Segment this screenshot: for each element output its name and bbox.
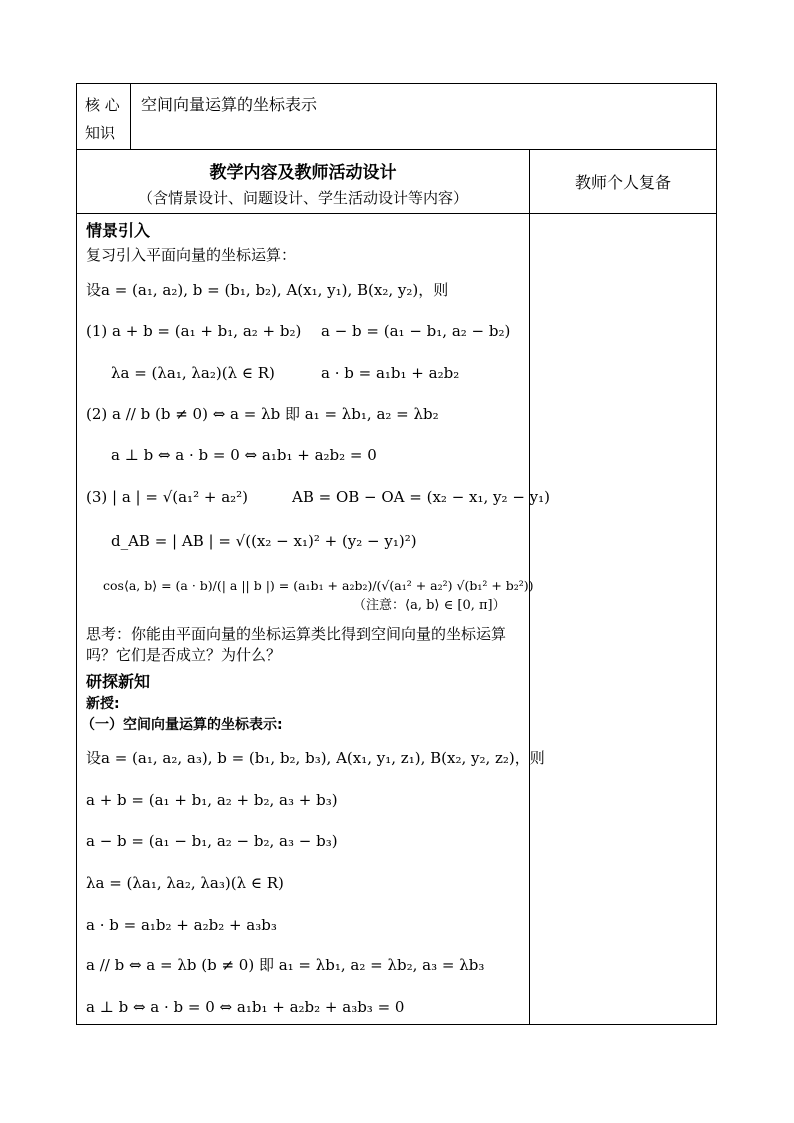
space-scalar: λa = (λa₁, λa₂, λa₃)(λ ∈ R) xyxy=(86,874,284,892)
plane-scalar: λa = (λa₁, λa₂)(λ ∈ R) xyxy=(111,364,275,382)
space-sub: a − b = (a₁ − b₁, a₂ − b₂, a₃ − b₃) xyxy=(86,832,338,850)
plane-magnitude: (3) | a | = √(a₁² + a₂²) xyxy=(86,488,249,506)
row-divider-2 xyxy=(77,213,716,214)
plane-setup: 设a = (a₁, a₂), b = (b₁, b₂), A(x₁, y₁), B(x₂, y₂)，则 xyxy=(86,281,449,299)
intro-text: 复习引入平面向量的坐标运算： xyxy=(86,246,297,264)
plane-vector-ab: AB = OB − OA = (x₂ − x₁, y₂ − y₁) xyxy=(292,488,550,506)
plane-perpendicular: a ⊥ b ⇔ a · b = 0 ⇔ a₁b₁ + a₂b₂ = 0 xyxy=(111,446,377,464)
space-add: a + b = (a₁ + b₁, a₂ + b₂, a₃ + b₃) xyxy=(86,791,338,809)
topic-text: 空间向量运算的坐标表示 xyxy=(141,95,318,114)
space-parallel: a // b ⇔ a = λb (b ≠ 0) 即 a₁ = λb₁, a₂ = λb₂, a₃ = λb₃ xyxy=(86,956,485,974)
core-label-1: 核 心 xyxy=(85,96,120,114)
space-perpendicular: a ⊥ b ⇔ a · b = 0 ⇔ a₁b₁ + a₂b₂ + a₃b₃ = 0 xyxy=(86,998,405,1016)
think-question: 思考：你能由平面向量的坐标运算类比得到空间向量的坐标运算吗？它们是否成立？为什么？ xyxy=(86,625,507,664)
heading-intro: 情景引入 xyxy=(86,221,151,240)
subsection-title: （一）空间向量运算的坐标表示: xyxy=(81,717,283,733)
new-lesson-label: 新授: xyxy=(86,696,120,712)
space-setup: 设a = (a₁, a₂, a₃), b = (b₁, b₂, b₃), A(x₁, y₁, z₁), B(x₂, y₂, z₂)，则 xyxy=(86,749,545,767)
col-divider-header xyxy=(130,84,131,149)
plane-add: (1) a + b = (a₁ + b₁, a₂ + b₂) xyxy=(86,322,302,340)
row-divider-1 xyxy=(77,149,716,150)
plane-cosine-note: （注意：⟨a, b⟩ ∈ [0, π]） xyxy=(353,598,506,613)
section-subtitle: （含情景设计、问题设计、学生活动设计等内容） xyxy=(137,189,468,207)
plane-distance: d_AB = | AB | = √((x₂ − x₁)² + (y₂ − y₁)²) xyxy=(111,532,417,550)
plane-sub: a − b = (a₁ − b₁, a₂ − b₂) xyxy=(321,322,511,340)
plane-dot: a · b = a₁b₁ + a₂b₂ xyxy=(321,364,460,382)
heading-explore: 研探新知 xyxy=(86,672,151,691)
section-title: 教学内容及教师活动设计 xyxy=(209,163,397,183)
plane-parallel: (2) a // b (b ≠ 0) ⇔ a = λb 即 a₁ = λb₁, a₂ = λb₂ xyxy=(86,405,439,423)
lesson-table xyxy=(76,83,717,1025)
plane-cosine: cos⟨a, b⟩ = (a · b)/(| a || b |) = (a₁b₁ + a₂b₂)/(√(a₁² + a₂²) √(b₁² + b₂²)) xyxy=(103,578,534,593)
core-label-2: 知识 xyxy=(85,124,116,142)
space-dot: a · b = a₁b₂ + a₂b₂ + a₃b₃ xyxy=(86,916,277,934)
teacher-notes-header: 教师个人复备 xyxy=(574,173,671,192)
